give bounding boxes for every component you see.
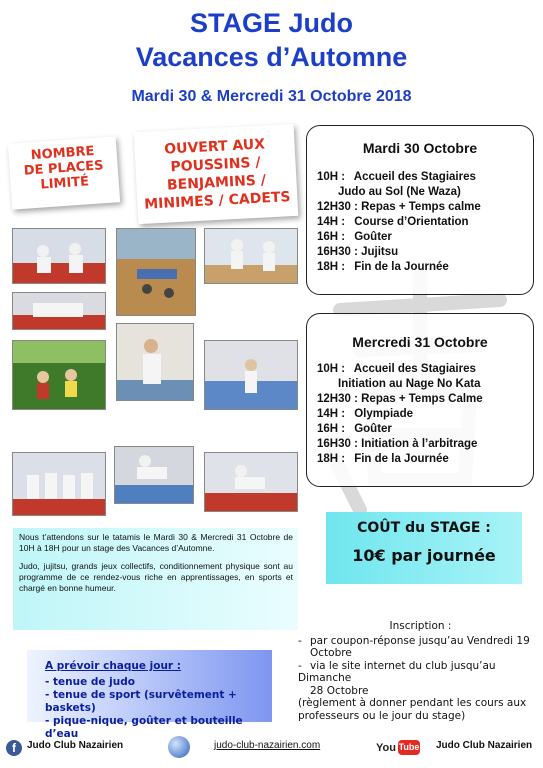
schedule-text: Repas + Temps calme	[361, 201, 481, 213]
photo-judo-referee	[204, 340, 298, 410]
youtube-icon[interactable]: You	[376, 742, 396, 754]
schedule-time: 16H30 :	[317, 246, 358, 258]
note-line: BENJAMINS /	[166, 172, 267, 194]
inscription-heading: Inscription :	[389, 620, 452, 632]
places-limit-note	[8, 136, 120, 209]
schedule-time: 16H :	[317, 231, 346, 243]
info-paragraph: Judo, jujitsu, grands jeux collectifs, conditionnement physique sont au programme de ce rendez-vous riche en apprentissages, en sports et chargé en bonne humeur.	[19, 561, 293, 593]
schedule-text: Initiation à l’arbitrage	[361, 438, 478, 450]
schedule-time: 16H30 :	[317, 438, 358, 450]
schedule-list	[317, 170, 533, 275]
schedule-item	[317, 215, 533, 230]
inscription-item	[298, 635, 543, 660]
website-link[interactable]: judo-club-nazairien.com	[214, 740, 321, 751]
photo-judo-throw	[114, 446, 194, 504]
schedule-time: 18H :	[317, 261, 346, 273]
cost-box	[326, 512, 522, 584]
note-line: MINIMES / CADETS	[143, 189, 291, 213]
schedule-text: Repas + Temps Calme	[361, 393, 483, 405]
dates-subtitle: Mardi 30 & Mercredi 31 Octobre 2018	[131, 88, 412, 105]
schedule-text: Fin de la Journée	[354, 453, 449, 465]
inscription-note: (règlement à donner pendant les cours aux	[298, 697, 527, 709]
schedule-item	[317, 260, 533, 275]
schedule-title: Mardi 30 Octobre	[362, 140, 478, 156]
photo-judo-group	[12, 292, 106, 330]
schedule-text: Course d’Orientation	[354, 216, 469, 228]
schedule-text: Accueil des Stagiaires	[353, 363, 476, 375]
note-line: LIMITÉ	[39, 174, 90, 193]
schedule-text: Accueil des Stagiaires	[353, 171, 476, 183]
youtube-link[interactable]: Judo Club Nazairien	[436, 740, 533, 751]
photo-judo-ceremony	[116, 323, 194, 401]
schedule-item	[317, 362, 533, 392]
schedule-text-cont: Judo au Sol (Ne Waza)	[338, 186, 461, 198]
schedule-wednesday	[306, 313, 534, 487]
schedule-item	[317, 230, 533, 245]
schedule-item	[317, 407, 533, 422]
facebook-link[interactable]: Judo Club Nazairien	[27, 740, 124, 751]
photo-judo-kick	[204, 228, 298, 284]
note-line: DE PLACES	[23, 158, 105, 179]
photo-outdoor-kids	[12, 340, 106, 410]
prevoir-item: - pique-nique, goûter et bouteille d’eau	[45, 715, 243, 740]
schedule-text: Olympiade	[354, 408, 414, 420]
globe-icon	[168, 736, 190, 758]
inscription-note: professeurs ou le jour du stage)	[298, 709, 466, 722]
note-line: OUVERT AUX	[163, 136, 266, 158]
title-stage-judo: STAGE Judo	[189, 8, 353, 38]
prevoir-box	[27, 650, 272, 740]
schedule-time: 12H30 :	[317, 201, 358, 213]
prevoir-text: pique-nique, goûter et bouteille d’eau	[45, 715, 243, 740]
schedule-item	[317, 245, 533, 260]
photo-judo-practice	[12, 228, 106, 284]
schedule-time: 18H :	[317, 453, 346, 465]
note-line: POUSSINS /	[170, 154, 261, 176]
schedule-tuesday	[306, 125, 534, 295]
title-vacances: Vacances d’Automne	[135, 42, 408, 72]
schedule-title: Mercredi 31 Octobre	[352, 334, 488, 350]
ouvert-note	[134, 124, 299, 224]
schedule-time: 12H30 :	[317, 393, 358, 405]
bullet: -	[298, 634, 302, 647]
info-box	[13, 528, 298, 630]
schedule-item	[317, 422, 533, 437]
prevoir-item: - tenue de sport (survêtement + baskets)	[45, 689, 237, 714]
inscription-text: via le site internet du club jusqu’au Dimanche	[298, 659, 496, 684]
schedule-text: Goûter	[354, 231, 392, 243]
schedule-text-cont: Initiation au Nage No Kata	[338, 378, 481, 390]
schedule-time: 10H :	[317, 363, 346, 375]
youtube-tube-icon[interactable]: Tube	[398, 740, 420, 755]
schedule-item	[317, 392, 533, 407]
prevoir-text: tenue de sport (survêtement + baskets)	[45, 689, 237, 714]
photo-gym-course	[116, 228, 196, 316]
facebook-icon[interactable]: f	[6, 740, 22, 756]
prevoir-item: - tenue de judo	[45, 676, 135, 688]
photo-kids-lineup	[12, 452, 106, 516]
inscription-text: par coupon-réponse jusqu’au Vendredi 19	[310, 634, 530, 647]
note-line: NOMBRE	[30, 143, 95, 164]
schedule-text: Fin de la Journée	[354, 261, 449, 273]
inscription-block	[298, 620, 543, 722]
schedule-item	[317, 200, 533, 215]
prevoir-heading: A prévoir chaque jour :	[45, 660, 181, 672]
schedule-list	[317, 362, 533, 467]
inscription-text-cont: 28 Octobre	[310, 684, 369, 697]
info-paragraph: Nous t’attendons sur le tatamis le Mardi 30 & Mercredi 31 Octobre de 10H à 18H pour un stage des Vacances d’Automne.	[19, 532, 293, 553]
schedule-text: Goûter	[354, 423, 392, 435]
schedule-time: 10H :	[317, 171, 346, 183]
schedule-time: 14H :	[317, 216, 346, 228]
cost-label: COÛT du STAGE :	[357, 520, 491, 536]
schedule-item	[317, 452, 533, 467]
inscription-item	[298, 660, 543, 698]
schedule-text: Jujitsu	[361, 246, 399, 258]
prevoir-text: tenue de judo	[53, 676, 135, 688]
bullet: -	[298, 659, 302, 672]
photo-judo-randori	[204, 452, 298, 512]
schedule-time: 16H :	[317, 423, 346, 435]
cost-value: 10€ par journée	[352, 546, 496, 565]
schedule-item	[317, 170, 533, 200]
schedule-time: 14H :	[317, 408, 346, 420]
schedule-item	[317, 437, 533, 452]
inscription-text-cont: Octobre	[310, 647, 352, 659]
